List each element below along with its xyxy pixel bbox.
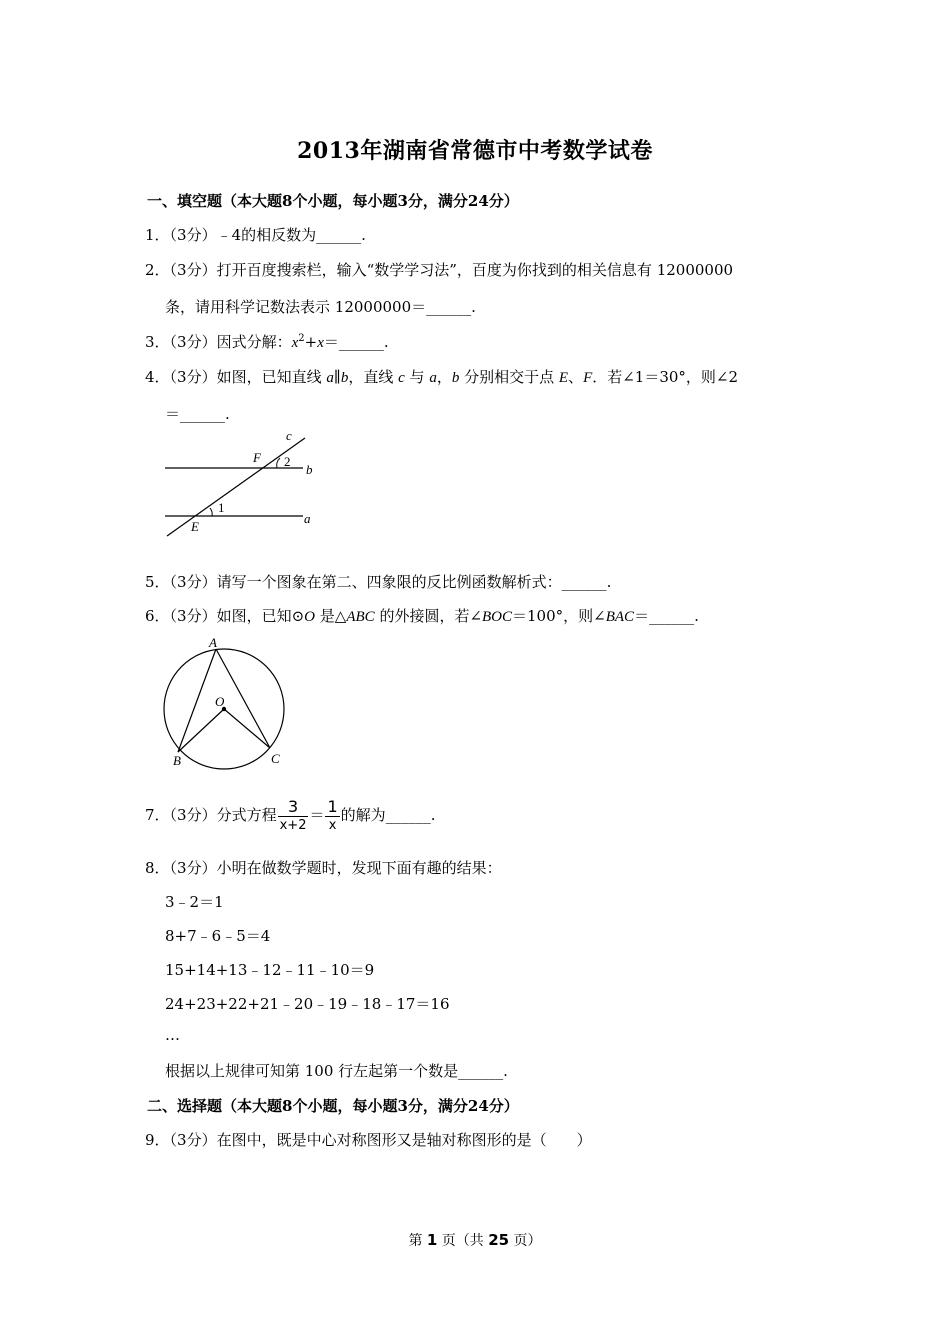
- question-8-ask: 根据以上规律可知第 100 行左起第一个数是______.: [165, 1062, 508, 1080]
- section-choice-heading: 二、选择题（本大题8个小题，每小题3分，满分24分）: [147, 1097, 519, 1115]
- pattern-ellipsis: …: [165, 1026, 180, 1044]
- label-O: O: [215, 694, 225, 709]
- label-a: a: [304, 511, 311, 526]
- section-fill-in-heading: 一、填空题（本大题8个小题，每小题3分，满分24分）: [147, 192, 519, 210]
- label-angle-2: 2: [284, 454, 291, 469]
- label-F: F: [253, 450, 261, 465]
- answer-blank: ______: [649, 607, 695, 625]
- line-c: [167, 438, 305, 536]
- label-c: c: [286, 428, 292, 443]
- answer-blank: ______: [458, 1062, 504, 1080]
- label-A: A: [209, 635, 217, 650]
- question-6: 6．（3分）如图，已知⊙O 是△ABC 的外接圆，若∠BOC＝100°，则∠BAC＝______.: [145, 607, 699, 625]
- label-b: b: [306, 462, 313, 477]
- answer-blank: ______: [385, 806, 431, 824]
- answer-blank: ______: [561, 573, 607, 591]
- label-angle-1: 1: [218, 500, 225, 515]
- question-8: 8．（3分）小明在做数学题时，发现下面有趣的结果：: [145, 859, 502, 877]
- circle-figure: [158, 632, 298, 772]
- answer-blank: ______: [426, 298, 472, 316]
- angle-1-arc: [210, 508, 212, 516]
- question-1: 1．（3分）﹣4的相反数为______.: [145, 226, 366, 244]
- question-2: 2．（3分）打开百度搜索栏，输入“数学学习法”，百度为你找到的相关信息有 12000000: [145, 261, 734, 279]
- fraction-1-over-x: $\frac{1}{x}$: [327, 797, 338, 833]
- label-B: B: [173, 753, 181, 768]
- parallel-lines-figure: [160, 428, 330, 543]
- question-4: 4．（3分）如图，已知直线 a∥b，直线 c 与 a，b 分别相交于点 E、F．若∠1＝30°，则∠2: [145, 368, 739, 386]
- question-5: 5．（3分）请写一个图象在第二、四象限的反比例函数解析式：______.: [145, 573, 612, 591]
- pattern-row: 15+14+13﹣12﹣11﹣10＝9: [165, 961, 375, 979]
- fraction-3-over-x-plus-2: $\frac{3}{x+2}$: [279, 797, 307, 833]
- pattern-row: 8+7﹣6﹣5＝4: [165, 927, 271, 945]
- page-footer: 第 1 页（共 25 页）: [408, 1231, 542, 1249]
- angle-2-arc: [277, 458, 280, 468]
- pattern-row: 3﹣2＝1: [165, 893, 224, 911]
- answer-blank: ______: [180, 405, 226, 423]
- question-4-line-2: ＝______.: [165, 405, 230, 423]
- page-total: 25: [488, 1231, 510, 1249]
- answer-blank: ______: [338, 333, 384, 351]
- segment-OC: [224, 709, 270, 748]
- segment-OB: [178, 709, 224, 752]
- pattern-row: 24+23+22+21﹣20﹣19﹣18﹣17＝16: [165, 995, 450, 1013]
- question-9: 9．（3分）在图中，既是中心对称图形又是轴对称图形的是（ ）: [145, 1131, 592, 1149]
- question-7: 7．（3分）分式方程 $\frac{3}{x+2}$ ＝ $\frac{1}{x}$ 的解为______.: [145, 797, 436, 833]
- page-number: 1: [426, 1231, 438, 1249]
- answer-blank: ______: [316, 226, 362, 244]
- label-E: E: [191, 519, 199, 534]
- question-2-line-2: 条，请用科学记数法表示 12000000＝______.: [165, 298, 476, 316]
- page-title: 2013年湖南省常德市中考数学试卷: [297, 138, 653, 164]
- label-C: C: [271, 751, 280, 766]
- question-3: 3．（3分）因式分解：$x^2+x=\_\_\_\_\_\_$.: [145, 333, 389, 351]
